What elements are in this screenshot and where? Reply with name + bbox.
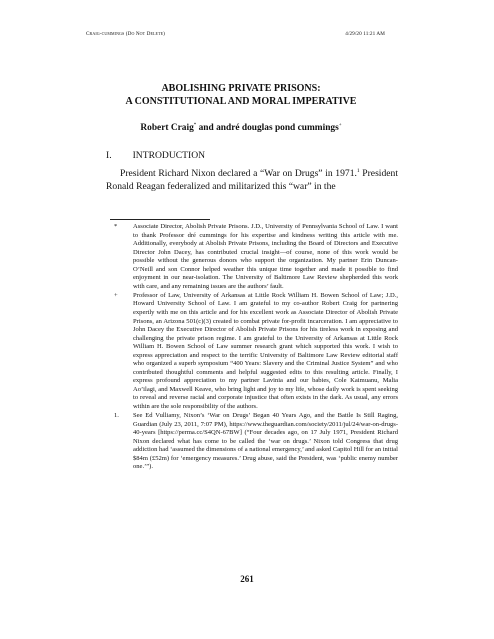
author-2: andré douglas pond cummings — [216, 123, 339, 134]
section-title: INTRODUCTION — [132, 150, 206, 161]
author-line — [86, 123, 396, 133]
author-1: Robert Craig — [140, 123, 194, 134]
running-head — [86, 31, 385, 37]
author-2-footnote-mark[interactable]: + — [338, 123, 342, 128]
body-paragraph — [106, 165, 398, 193]
footnote — [106, 292, 398, 412]
footnote-text: Associate Director, Abolish Private Prisons. J.D., University of Pennsylvania School of Law. I want to thank Professor dré cummings for his expertise and kindness writing this article with me. Additionally, everybody at Abolish Private Prisons, including the Board of Directors and Executive Director John Dacey, has contributed crucial insight—of course, none of this work would be possible without the generous donors who support the organization. My partner Erin Duncan-O’Neill and son Connor helped weather this unique time together and made it possible to find enjoyment in our near-isolation. The University of Baltimore Law Review shepherded this work with care, and any remaining issues are the authors’ fault. — [133, 223, 398, 290]
running-head-right: 4/29/20 11:21 AM — [345, 31, 385, 37]
running-head-left: Craig-cummings (Do Not Delete) — [86, 31, 165, 37]
footnote — [106, 223, 398, 291]
footnote — [106, 412, 398, 472]
section-number: I. — [106, 150, 112, 161]
body-text-2: President Ronald Reagan federalized and militarized this “war” in the — [106, 168, 398, 192]
footnote-mark: * — [114, 223, 118, 230]
author-conjunction: and — [196, 123, 217, 134]
article-title — [86, 82, 396, 108]
footnotes — [106, 223, 398, 472]
body-text-1: President Richard Nixon declared a “War on Drugs” in 1971. — [120, 168, 357, 180]
section-heading — [106, 150, 205, 161]
author-1-footnote-mark[interactable]: * — [193, 123, 197, 128]
footnote-text: See Ed Vulliamy, Nixon’s ‘War on Drugs’ Began 40 Years Ago, and the Battle Is Still Raging, Guardian (July 23, 2011, 7:07 PM), https://www.theguardian.com/society/2011/jul/24/war-on-drugs-40-years [https://perma.cc/S4QN-67BW] (“Four decades ago, on 17 July 1971, President Richard Nixon declared what has come to be called the ‘war on drugs.’ Nixon told Congress that drug addiction had ‘assumed the dimensions of a national emergency,’ and asked Capitol Hill for an initial $84m (£52m) for ‘emergency measures.’ Drug abuse, said the President, was ‘public enemy number one.’”). — [133, 412, 398, 471]
footnote-mark: 1. — [114, 412, 119, 420]
footnote-mark: + — [114, 291, 118, 299]
footnote-ref-1[interactable]: 1 — [356, 168, 360, 174]
title-line-2: A CONSTITUTIONAL AND MORAL IMPERATIVE — [125, 96, 357, 107]
title-line-1: ABOLISHING PRIVATE PRISONS: — [161, 83, 321, 94]
footnote-text: Professor of Law, University of Arkansas at Little Rock William H. Bowen School of Law; J.D., Howard University School of Law. I am grateful to my co-author Robert Craig for partnering expertly with me on this article and for his excellent work as Associate Director of Abolish Private Prisons, an Arizona 501(c)(3) created to combat private for-profit incarceration. I am appreciative to John Dacey the Executive Director of Abolish Private Prisons for his tireless work in exposing and challenging the private prison regime. I am grateful to the University of Arkansas at Little Rock William H. Bowen School of Law summer research grant which supported this work. I wish to express appreciation and respect to the terrific University of Baltimore Law Review editorial staff who organized a superb symposium “400 Years: Slavery and the Criminal Justice System” and who contributed thoughtful comments and helpful suggested edits to this resulting article. Finally, I express profound appreciation to my partner Lavinia and our babies, Cole Kaimuanu, Malia Ao’ilagi, and Maxwell Keave, who bring light and joy to my life, whose daily work is spent seeking to reveal and reverse racial and corporate injustice that often exists in the dark. As usual, any errors within are the sole responsibility of the authors. — [133, 291, 398, 410]
footnote-rule — [110, 219, 210, 220]
page-number: 261 — [240, 574, 254, 584]
